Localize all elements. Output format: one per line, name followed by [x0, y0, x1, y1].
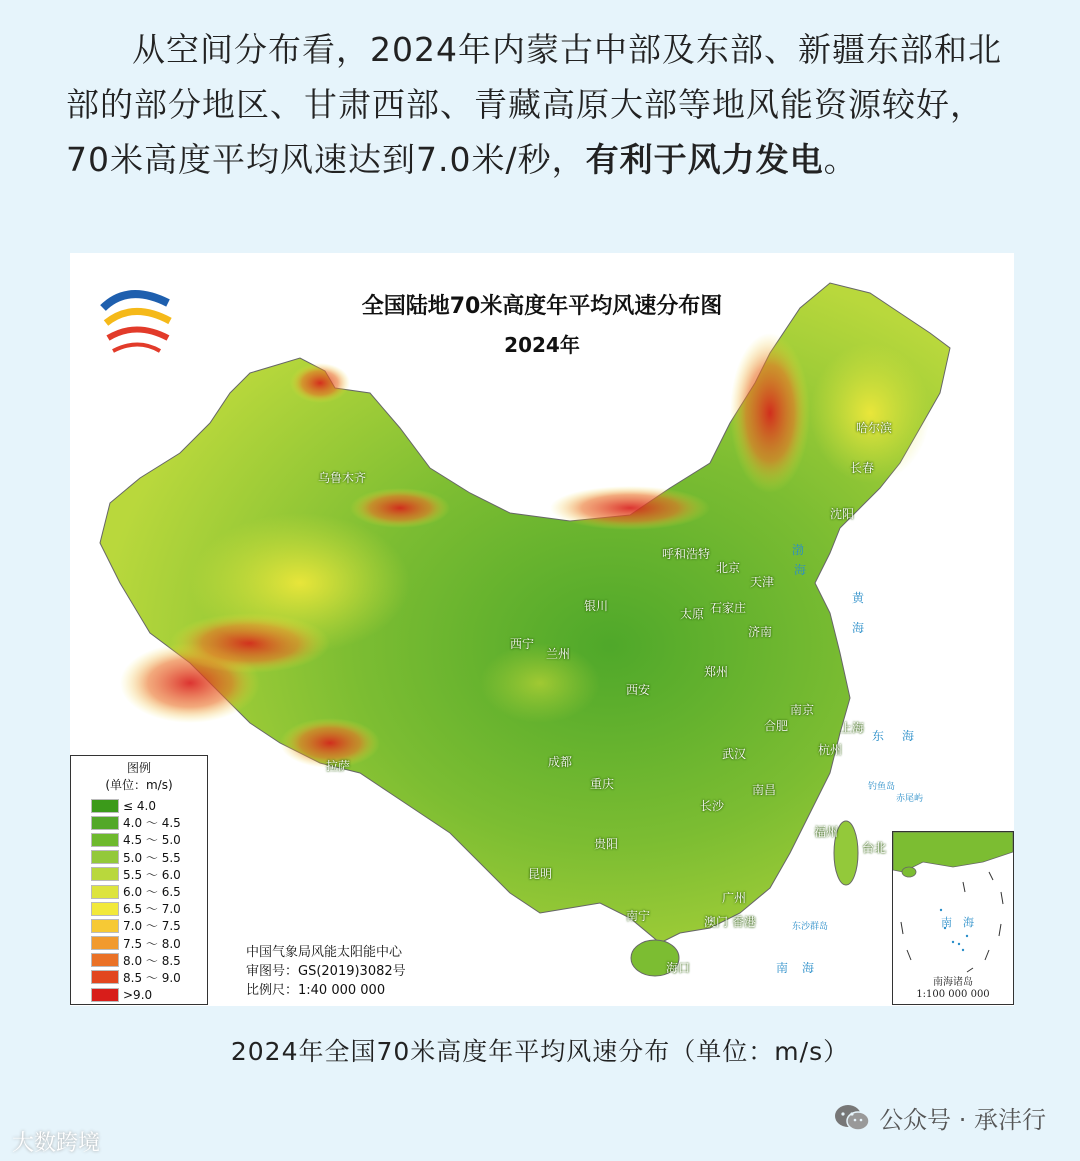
figure-caption: 2024年全国70米高度年平均风速分布（单位：m/s） — [230, 1037, 850, 1066]
city-label: 南宁 — [626, 909, 651, 923]
sea-label: 海 — [852, 621, 865, 635]
city-label: 澳门 — [704, 915, 729, 929]
legend-title: 图例 — [126, 761, 151, 775]
city-label: 拉萨 — [326, 759, 351, 773]
city-label: 石家庄 — [710, 601, 747, 615]
sea-label: 渤 — [792, 543, 805, 557]
sea-label: 海 — [902, 729, 915, 743]
legend-item — [71, 952, 207, 969]
city-label: 长沙 — [700, 799, 725, 813]
legend-label: ≤ 4.0 — [123, 798, 156, 813]
city-label: 郑州 — [704, 665, 729, 679]
legend-item — [71, 849, 207, 866]
city-label: 哈尔滨 — [856, 421, 893, 435]
sea-label: 海 — [802, 961, 815, 975]
intro-emphasis: 有利于风力发电 — [585, 140, 824, 179]
city-label: 海口 — [666, 961, 691, 975]
legend-swatch — [91, 902, 119, 916]
sea-label: 东 — [872, 729, 885, 743]
legend-swatch — [91, 833, 119, 847]
legend-label: 7.5 ～ 8.0 — [123, 936, 181, 951]
city-label: 广州 — [722, 891, 747, 905]
legend-swatch — [91, 867, 119, 881]
sea-label: 赤尾屿 — [896, 794, 924, 804]
legend-item — [71, 866, 207, 883]
map-title: 全国陆地70米高度年平均风速分布图 — [361, 294, 723, 319]
city-label: 台北 — [862, 841, 887, 855]
inset-title: 南海诸岛 — [933, 977, 973, 988]
city-label: 银川 — [584, 599, 609, 613]
legend-swatch — [91, 919, 119, 933]
city-label: 合肥 — [764, 719, 789, 733]
credit-review-no: 审图号：GS(2019)3082号 — [246, 964, 406, 979]
city-label: 西安 — [626, 683, 651, 697]
city-label: 太原 — [680, 607, 705, 621]
sea-label: 东沙群岛 — [792, 922, 829, 932]
credit-scale: 比例尺：1:40 000 000 — [246, 983, 386, 998]
city-label: 长春 — [850, 461, 875, 475]
city-label: 西宁 — [510, 637, 535, 651]
city-label: 福州 — [814, 825, 839, 839]
watermark-right — [833, 1100, 1046, 1135]
legend-swatch — [91, 936, 119, 950]
legend-label: 8.5 ～ 9.0 — [123, 970, 181, 985]
intro-paragraph — [66, 22, 1026, 187]
legend-item — [71, 917, 207, 934]
wechat-icon — [833, 1103, 871, 1133]
city-label: 沈阳 — [830, 507, 855, 521]
legend-label: 5.0 ～ 5.5 — [123, 850, 181, 865]
legend-swatch — [91, 988, 119, 1002]
city-label: 兰州 — [546, 647, 571, 661]
legend-label: 6.0 ～ 6.5 — [123, 885, 181, 900]
sea-label: 黄 — [852, 591, 865, 605]
legend-item — [71, 969, 207, 986]
sea-label: 南 — [776, 961, 789, 975]
legend-unit: (单位：m/s) — [105, 778, 173, 792]
legend-label: >9.0 — [123, 987, 153, 1002]
legend-item — [71, 935, 207, 952]
legend-item — [71, 883, 207, 900]
city-label: 上海 — [840, 721, 865, 735]
legend-item — [71, 900, 207, 917]
legend-label: 6.5 ～ 7.0 — [123, 902, 181, 917]
legend-label: 8.0 ～ 8.5 — [123, 953, 181, 968]
china-map-graphic — [70, 253, 1014, 1006]
legend-item — [71, 831, 207, 848]
legend-swatch — [91, 953, 119, 967]
legend-swatch — [91, 885, 119, 899]
legend-item — [71, 814, 207, 831]
legend-swatch — [91, 816, 119, 830]
city-label: 武汉 — [722, 747, 747, 761]
legend-label: 4.0 ～ 4.5 — [123, 816, 181, 831]
watermark-left: 大数跨境 — [12, 1131, 101, 1156]
sea-label: 钓鱼岛 — [868, 782, 896, 792]
city-label: 南京 — [790, 703, 815, 717]
city-label: 香港 — [732, 915, 757, 929]
intro-text: 从空间分布看，2024年内蒙古中部及东部、新疆东部和北部的部分地区、甘肃西部、青藏高原大部等地风能资源较好，70米高度平均风速达到7.0米/秒， — [66, 30, 1002, 179]
legend-item — [71, 986, 207, 1003]
inset-sea-label: 南 海 — [941, 916, 974, 929]
city-label: 济南 — [748, 625, 773, 639]
sea-label: 海 — [794, 563, 807, 577]
city-label: 杭州 — [818, 743, 843, 757]
credit-org: 中国气象局风能太阳能中心 — [246, 945, 403, 960]
city-label: 天津 — [750, 575, 775, 589]
legend-swatch — [91, 970, 119, 984]
legend-swatch — [91, 799, 119, 813]
watermark-right-text: 公众号 · 承沣行 — [879, 1106, 1046, 1134]
legend-swatch — [91, 850, 119, 864]
intro-end: 。 — [823, 140, 858, 179]
legend-label: 5.5 ～ 6.0 — [123, 867, 181, 882]
city-label: 重庆 — [590, 777, 615, 791]
inset-scale: 1:100 000 000 — [916, 989, 990, 1000]
legend-label: 4.5 ～ 5.0 — [123, 833, 181, 848]
city-label: 乌鲁木齐 — [318, 471, 367, 485]
city-label: 贵阳 — [594, 837, 619, 851]
legend-label: 7.0 ～ 7.5 — [123, 919, 181, 934]
city-label: 呼和浩特 — [662, 547, 711, 561]
wind-speed-map — [70, 253, 1014, 1006]
south-china-sea-inset — [892, 831, 1014, 1005]
legend-rows — [71, 797, 207, 1003]
city-label: 昆明 — [528, 867, 553, 881]
map-credits — [246, 943, 406, 1000]
map-year: 2024年 — [504, 333, 580, 357]
city-label: 南昌 — [752, 783, 777, 797]
inset-label — [893, 977, 1013, 1001]
city-label: 北京 — [716, 561, 741, 575]
city-label: 成都 — [548, 755, 573, 769]
legend-item — [71, 797, 207, 814]
map-legend — [70, 755, 208, 1005]
